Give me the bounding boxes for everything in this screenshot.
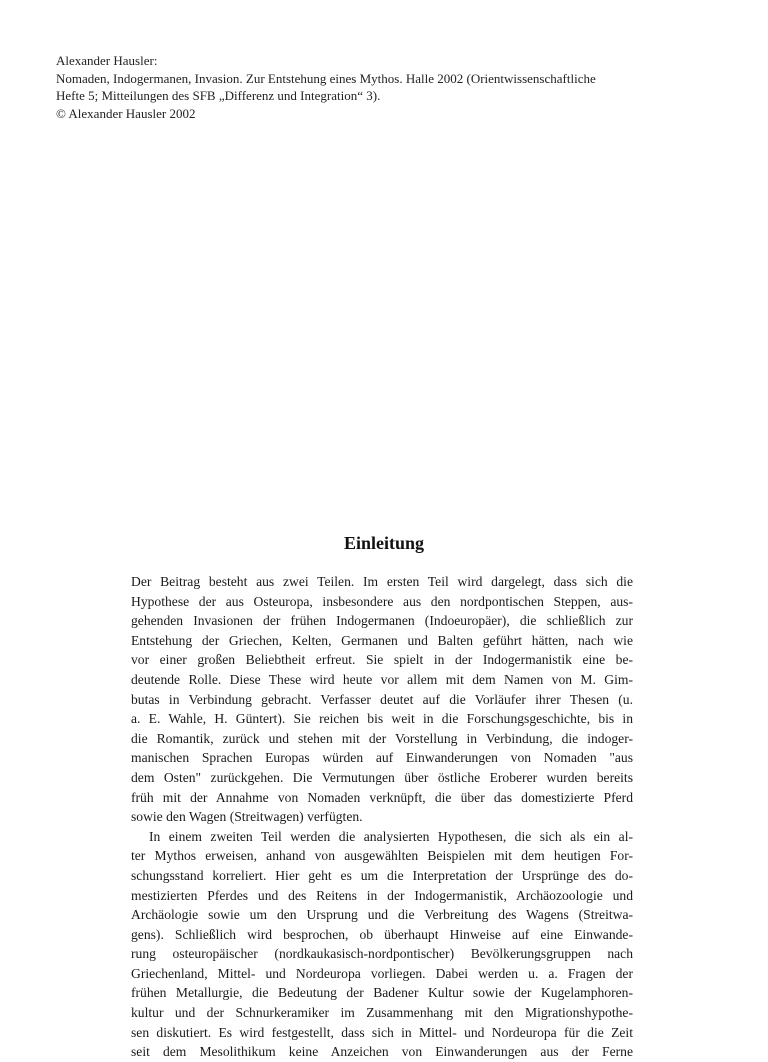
series-line: Hefte 5; Mitteilungen des SFB „Differenz und Integration“ 3).: [56, 88, 381, 103]
text-line: früh mit der Annahme von Nomaden verknüpft, die über das domestizierte Pferd: [131, 789, 633, 805]
text-line: vor einer großen Beliebtheit erfreut. Sie spielt in der Indogermanistik eine be-: [131, 652, 633, 668]
text-line: Archäologie sowie um den Ursprung und die Verbreitung des Wagens (Streitwa-: [131, 907, 633, 923]
text-line: mestizierten Pferdes und des Reitens in der Indogermanistik, Archäozoologie und: [131, 887, 633, 903]
text-line: schungsstand korreliert. Hier geht es um die Interpretation der Ursprünge des do-: [131, 867, 633, 883]
text-line: seit dem Mesolithikum keine Anzeichen von Einwanderungen aus der Ferne: [131, 1044, 633, 1060]
body-text: [131, 572, 633, 1062]
text-line: Der Beitrag besteht aus zwei Teilen. Im ersten Teil wird dargelegt, dass sich die: [131, 574, 633, 589]
text-line: butas in Verbindung gebracht. Verfasser deutet auf die Vorläufer ihrer Thesen (u.: [131, 691, 633, 707]
text-line: In einem zweiten Teil werden die analysierten Hypothesen, die sich als ein al-: [149, 828, 633, 844]
text-line: Hypothese der aus Osteuropa, insbesondere aus den nordpontischen Steppen, aus-: [131, 593, 633, 609]
paragraph-2: [131, 827, 633, 1062]
text-line: gens). Schließlich wird besprochen, ob überhaupt Hinweise auf eine Einwande-: [131, 926, 633, 942]
text-line: deutende Rolle. Diese These wird heute vor allem mit dem Namen von M. Gim-: [131, 671, 633, 687]
publication-line: Nomaden, Indogermanen, Invasion. Zur Entstehung eines Mythos. Halle 2002 (Orientwissenschaftliche: [56, 70, 596, 86]
text-line: Griechenland, Mittel- und Nordeuropa vorliegen. Dabei werden u. a. Fragen der: [131, 965, 633, 981]
text-line: rung osteuropäischer (nordkaukasisch-nordpontischer) Bevölkerungsgruppen nach: [131, 946, 633, 962]
text-line: gehenden Invasionen der frühen Indogermanen (Indoeuropäer), die schließlich zur: [131, 613, 633, 629]
text-line: a. E. Wahle, H. Güntert). Sie reichen bis weit in die Forschungsgeschichte, bis in: [131, 711, 633, 727]
text-line: die Romantik, zurück und stehen mit der Vorstellung in Verbindung, die indoger-: [131, 730, 633, 746]
copyright-line: © Alexander Hausler 2002: [56, 105, 196, 121]
section-heading: Einleitung: [343, 533, 425, 553]
text-line: manischen Sprachen Europas würden auf Einwanderungen von Nomaden "aus: [131, 750, 633, 766]
text-line: ter Mythos erweisen, anhand von ausgewählten Beispielen mit dem heutigen For-: [131, 848, 633, 864]
text-line: sen diskutiert. Es wird festgestellt, dass sich in Mittel- und Nordeuropa für die Zeit: [131, 1024, 633, 1040]
text-line: dem Osten" zurückgehen. Die Vermutungen über östliche Eroberer wurden bereits: [131, 769, 633, 785]
citation-header: [56, 52, 736, 122]
text-line: sowie den Wagen (Streitwagen) verfügten.: [131, 809, 363, 825]
author-line: Alexander Hausler:: [56, 53, 158, 68]
text-line: Entstehung der Griechen, Kelten, Germanen und Balten geführt hätten, nach wie: [131, 632, 633, 648]
paragraph-1: [131, 572, 633, 827]
text-line: frühen Metallurgie, die Bedeutung der Badener Kultur sowie der Kugelamphoren-: [131, 985, 633, 1001]
text-line: kultur und der Schnurkeramiker im Zusammenhang mit den Migrationshypothe-: [131, 1005, 633, 1021]
